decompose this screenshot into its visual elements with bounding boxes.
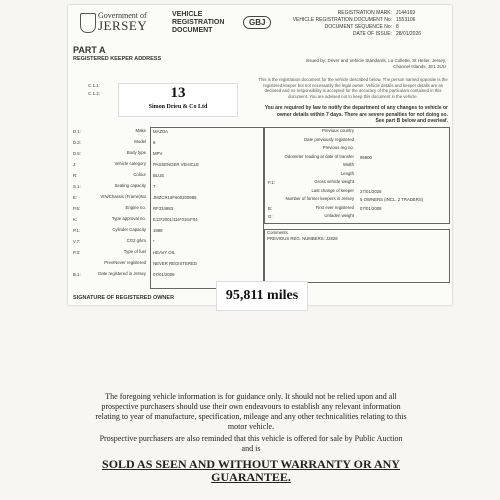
keeper-company: Simon Drieu & Co Ltd <box>148 104 208 110</box>
header-field-row: DATE OF ISSUE: 28/01/2026 <box>352 31 422 37</box>
vehicle-row-code: D.5: <box>73 151 81 156</box>
vehicle-row-label: Cylinder Capacity <box>112 227 146 232</box>
vehicle-row-label: Make <box>135 128 146 133</box>
signature-label: SIGNATURE OF REGISTERED OWNER <box>73 295 175 301</box>
vehicle-row-code: R: <box>73 173 78 178</box>
vehicle-row-value: MAZDA <box>153 129 169 134</box>
header-field-row: REGISTRATION MARK: J144169 <box>337 10 416 16</box>
keeper-number: 13 <box>170 85 186 101</box>
vehicle-row-value: MPV <box>153 151 163 156</box>
vehicle-row-label: Seating capacity <box>114 183 146 188</box>
vehicle-row-value: NEVER REGISTERED <box>153 261 197 266</box>
document-title: VEHICLE REGISTRATION DOCUMENT <box>172 11 225 34</box>
vehicle-row-code: V.7: <box>73 239 81 244</box>
vehicle-row-value: BLUE <box>153 173 165 178</box>
sold-as-seen-heading: SOLD AS SEEN AND WITHOUT WARRANTY OR ANY GUARANTEE. <box>102 457 400 484</box>
jersey-crest-icon <box>80 13 96 33</box>
keeper-code: C.1.2: <box>88 91 101 96</box>
vehicle-row-value: HEAVY OIL <box>153 250 176 255</box>
vehicle-row-label: Body type <box>126 150 146 155</box>
history-row-label: Previous country <box>321 128 354 133</box>
keeper-code: C.1.1: <box>88 83 101 88</box>
vehicle-row-value: PASSENGER VEHICLE <box>153 162 200 167</box>
vehicle-row-label: Date registered in Jersey <box>98 271 146 276</box>
history-row-label: Length <box>340 170 354 176</box>
part-a-title: PART A <box>73 45 106 55</box>
vehicle-row-value: 7 <box>153 184 156 189</box>
comments-title: Comments <box>267 230 288 235</box>
vehicle-row-label: Colour <box>133 172 146 177</box>
vehicle-row-value: 6 <box>153 140 156 145</box>
vehicle-row-label: Engine no. <box>125 205 146 210</box>
history-row-value: 27/01/2026 <box>360 188 382 194</box>
vehicle-row-label: Vehicle category <box>114 161 146 166</box>
intro-text: This is the registration document for the vehicle described below. The person named opposite is the registered keeper but not necessarily the legal owner. Vehicle details and keeper details are as declared and no responsibility is accepted for the accuracy of the particulars contained in this document. You are advised not to keep this document in the vehicle. <box>258 77 448 99</box>
vehicle-row-value: 07/01/2008 <box>153 272 175 277</box>
issued-by-text: Issued by: Driver and Vehicle Standards, La Collette, St Helier, Jersey, Channel Islands, JE1 3UU <box>305 58 446 69</box>
history-row-label: Previous reg no. <box>322 145 354 150</box>
history-row-label: First ever registered <box>315 204 354 210</box>
notice-paragraph-1: The foregoing vehicle information is for guidance only. It should not be relied upon and all prospective purchasers should use their own endeavours to establish any relevant information relating to year of manufacture, specification, mileage and any other technicalities relating to this motor vehicle. <box>95 392 407 431</box>
history-row-code: F.1: <box>268 180 275 185</box>
vehicle-row-label: Model <box>134 139 146 144</box>
vehicle-row-code: K: <box>73 217 78 222</box>
history-row-value: 5 OWNERS (INCL. 2 TRADERS) <box>360 197 424 202</box>
vehicle-row-value: E13*2001/116*0164*04 <box>153 217 198 222</box>
registration-document <box>68 5 452 305</box>
header-fields <box>273 10 448 38</box>
history-row-value: 95800 <box>360 154 372 160</box>
history-row-label: Unladen weight <box>324 213 354 218</box>
vehicle-row-value: * <box>153 239 155 244</box>
vehicle-row-label: VIN/Chassis (Frame)No <box>100 194 146 199</box>
vehicle-row-code: E: <box>73 195 78 200</box>
history-row-code: B: <box>268 205 273 211</box>
comments-box <box>264 229 450 283</box>
history-row-label: Odometer reading at date of transfer <box>284 153 354 159</box>
vehicle-row-code: J: <box>73 162 77 167</box>
history-row-label: Number of former keepers in Jersey <box>285 196 354 201</box>
vehicle-row-value: JMZCR19F600200985 <box>153 195 197 200</box>
vehicle-row-label: Type of fuel <box>123 249 146 254</box>
notify-line: You are required by law to notify the department of any changes to vehicle or owner details within 7 days. There are severe penalties for not doing so. <box>264 105 448 118</box>
vehicle-row-label: Prev/Never registered <box>104 260 146 265</box>
gov-label: Government of <box>98 11 147 20</box>
vehicle-row-code: D.1: <box>73 129 81 134</box>
part-a-subtitle: REGISTERED KEEPER ADDRESS <box>73 56 162 62</box>
notify-text <box>253 105 448 125</box>
vehicle-row-code: B.1: <box>73 272 81 277</box>
vehicle-row-code: D.3: <box>73 140 81 145</box>
history-row-label: Last change of keeper <box>311 187 354 193</box>
header-field-row: DOCUMENT SEQUENCE No: 8 <box>324 24 399 30</box>
vehicle-row-code: P.3: <box>73 250 81 255</box>
history-row-value: 07/01/2008 <box>360 205 382 211</box>
vehicle-row-code: P.5: <box>73 206 81 211</box>
history-row-label: Date previously registered <box>304 136 354 142</box>
vehicle-row-code: S.1: <box>73 184 81 189</box>
header-field-row: VEHICLE REGISTRATION DOCUMENT No: 1553106 <box>292 17 416 23</box>
jersey-logo-text: JERSEY <box>98 18 148 33</box>
vehicle-row-code: P.1: <box>73 228 81 233</box>
history-row-code: G: <box>268 214 273 219</box>
history-row-label: Width <box>343 162 354 167</box>
vehicle-row-label: Type approval no. <box>111 216 146 221</box>
keeper-label-sticker <box>118 83 238 117</box>
notify-line-2: See part B below and overleaf. <box>375 118 448 124</box>
mileage-sticker: 95,811 miles <box>216 281 308 311</box>
history-row-label: Gross vehicle weight <box>314 179 354 184</box>
notice-paragraph-2: Prospective purchasers are also reminded that this vehicle is offered for sale by Public Auction and is <box>99 434 403 453</box>
vehicle-row-value: 1998 <box>153 228 163 233</box>
comments-text: PREVIOUS REG. NUMBERS: J2828 <box>267 236 338 241</box>
vehicle-row-value: RF334983 <box>153 206 174 211</box>
vehicle-row-label: CO2 g/km <box>126 238 146 243</box>
gbj-badge: GBJ <box>243 16 271 29</box>
